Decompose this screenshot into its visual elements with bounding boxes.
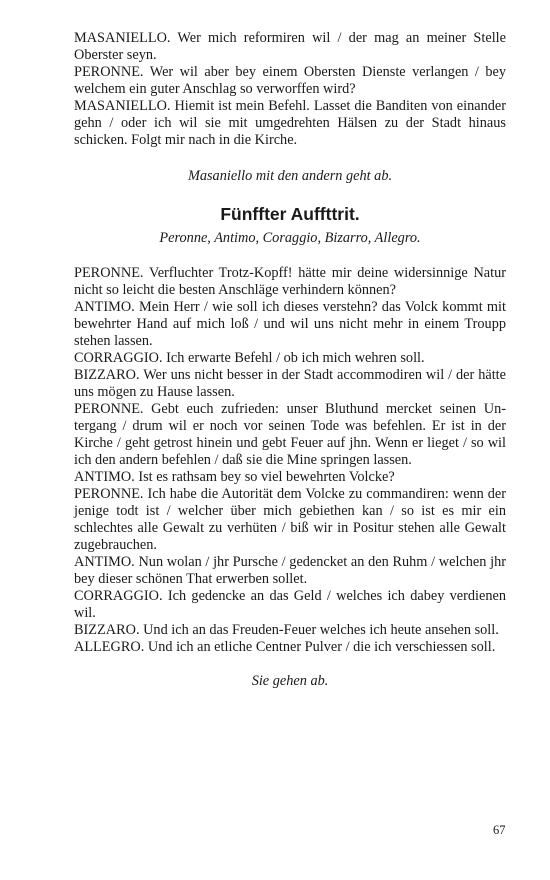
speech-text: Wer mich reformiren wil / der mag an meiner Stelle Oberster seyn. (74, 30, 506, 63)
speaker-name: PERONNE. (74, 64, 144, 80)
speech-text: Ich habe die Autorität dem Volcke zu commandiren: wenn der jenige todt ist / welcher über mich gebiethen kan / so ist es mir ein schlechtes alle Gewalt zu verhüten / biß wir in Positur stehen alle Gewalt zugebrauchen. (74, 486, 507, 553)
speech-text: Verfluchter Trotz-Kopff! hätte mir deine widersinnige Natur nicht so leicht die besten Anschläge verhindern können? (74, 265, 506, 298)
speech-text: Und ich an das Freuden-Feuer welches ich heute ansehen soll. (143, 622, 499, 638)
page-body (74, 30, 506, 690)
speech-line (74, 64, 506, 98)
speech-line (74, 486, 506, 554)
speaker-name: BIZZARO. (74, 622, 140, 638)
speaker-name: ANTIMO. (74, 469, 135, 485)
speech-text: Ich erwarte Befehl / ob ich mich wehren soll. (166, 350, 425, 366)
speaker-name: MASANIELLO. (74, 98, 171, 114)
speech-line (74, 30, 506, 64)
scene-title: Fünffter Auffttrit. (220, 204, 360, 224)
speaker-name: ANTIMO. (74, 554, 135, 570)
speech-text: Mein Herr / wie soll ich dieses verstehn? das Volck kommt mit bewehrter Hand auf mich loß / und wil uns nicht mehr in einem Troupp stehen lassen. (74, 299, 506, 349)
speech-text: Nun wolan / jhr Pursche / gedencket an den Ruhm / welchen jhr bey dieser schönen That erwerben sollet. (74, 554, 506, 587)
speaker-name: ANTIMO. (74, 299, 135, 315)
speech-line (74, 367, 506, 401)
speech-line (74, 98, 506, 149)
speaker-name: ALLEGRO. (74, 639, 145, 655)
speaker-name: BIZZARO. (74, 367, 140, 383)
speech-line (74, 401, 506, 469)
speaker-name: PERONNE. (74, 265, 144, 281)
speech-line (74, 639, 506, 656)
dialogue-block-2 (74, 265, 506, 656)
speech-line (74, 622, 506, 639)
speaker-name: PERONNE. (74, 401, 144, 417)
speech-line (74, 554, 506, 588)
page-number: 67 (493, 823, 506, 837)
stage-direction-exit: Masaniello mit den andern geht ab. (187, 168, 393, 184)
cast-list: Peronne, Antimo, Coraggio, Bizarro, Allegro. (159, 230, 421, 246)
speech-line (74, 588, 506, 622)
speech-text: Und ich an etliche Centner Pulver / die ich verschiessen soll. (147, 639, 496, 655)
speech-text: Ist es rathsam bey so viel bewehrten Volcke? (138, 469, 395, 485)
speech-text: Wer uns nicht besser in der Stadt accommodiren wil / der hätte uns mögen zu Hause lassen. (74, 367, 506, 400)
speaker-name: MASANIELLO. (74, 30, 171, 46)
speech-text: Hiemit ist mein Befehl. Lasset die Banditen von einander gehn / oder ich wil sie mit umgedrehten Hälsen zu der Stadt hinaus schicken. Folgt mir nach in die Kirche. (74, 98, 506, 148)
speech-line (74, 265, 506, 299)
speech-text: Ich gedencke an das Geld / welches ich dabey verdienen wil. (74, 588, 507, 621)
speech-line (74, 299, 506, 350)
speaker-name: PERONNE. (74, 486, 144, 502)
speaker-name: CORRAGGIO. (74, 350, 163, 366)
speaker-name: CORRAGGIO. (74, 588, 163, 604)
dialogue-block-1 (74, 30, 506, 149)
speech-line (74, 469, 506, 486)
speech-text: Gebt euch zufrieden: unser Bluthund mercket seinen Untergang / drum wil er noch vor seinen Tode was befehlen. Er ist in der Kirche / geht getrost hinein und gebt Feuer auf jhn. Wenn er lieget / so wil ich den andern befehlen / daß sie die Mine springen lassen. (74, 401, 506, 468)
speech-text: Wer wil aber bey einem Obersten Dienste verlangen / bey welchem ein guter Anschlag so verworffen wird? (74, 64, 506, 97)
stage-direction-exit: Sie gehen ab. (251, 673, 329, 689)
speech-line (74, 350, 506, 367)
